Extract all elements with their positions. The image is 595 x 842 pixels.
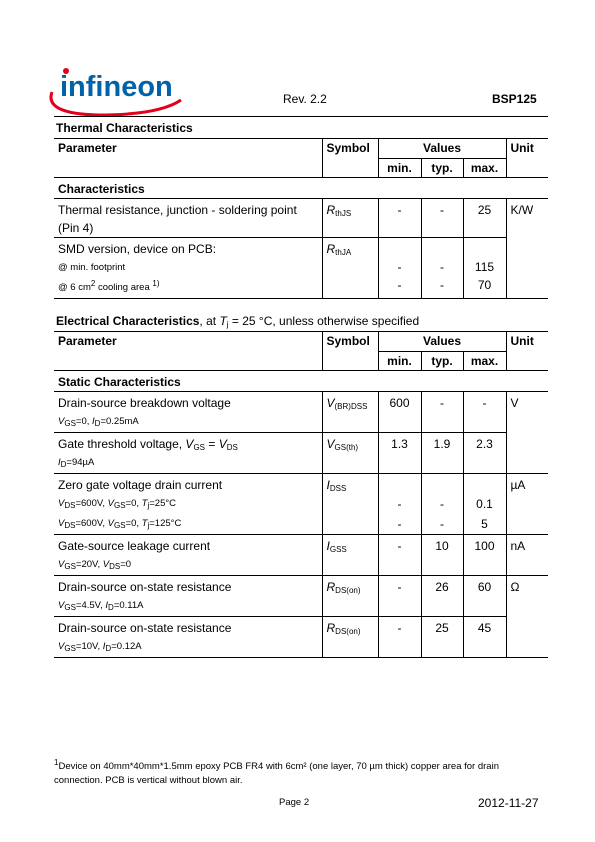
col-unit: Unit	[506, 332, 548, 352]
symbol-vgsth: $V_{GS(th)}$	[322, 433, 378, 474]
vbrdss-min: 600	[378, 392, 421, 433]
rthjs-min: -	[378, 199, 421, 238]
param-rthjs: Thermal resistance, junction - soldering point (Pin 4)	[58, 203, 297, 235]
col-symbol: Symbol	[322, 139, 378, 159]
unit-na: nA	[506, 535, 548, 576]
col-parameter: Parameter	[58, 334, 117, 348]
igss-max: 100	[463, 535, 506, 576]
igss-typ: 10	[421, 535, 463, 576]
vgsth-typ: 1.9	[421, 433, 463, 474]
rdson-10v-typ: 25	[421, 617, 463, 658]
symbol-rthjs: $R_{thJS}$	[322, 199, 378, 238]
idss-typ: - -	[421, 474, 463, 535]
revision-label: Rev. 2.2	[283, 92, 327, 106]
rdson-4v5-typ: 26	[421, 576, 463, 617]
col-unit: Unit	[506, 139, 548, 159]
col-symbol: Symbol	[322, 332, 378, 352]
logo-wordmark: infineon	[60, 71, 173, 103]
rthjs-max: 25	[463, 199, 506, 238]
rdson-10v-min: -	[378, 617, 421, 658]
rdson-4v5-max: 60	[463, 576, 506, 617]
param-rdson-4v5: Drain-source on-state resistance $V_{GS}=4.5V$, $I_D=0.11A$	[58, 580, 232, 612]
symbol-vbrdss: $V_{(BR)DSS}$	[322, 392, 378, 433]
thermal-title: Thermal Characteristics	[56, 121, 193, 135]
symbol-rdson: $R_{DS(on)}$	[322, 576, 378, 617]
thermal-table	[54, 138, 548, 299]
unit-ua: µA	[506, 474, 548, 535]
vgsth-min: 1.3	[378, 433, 421, 474]
vgsth-max: 2.3	[463, 433, 506, 474]
idss-max: 0.1 5	[463, 474, 506, 535]
vbrdss-typ: -	[421, 392, 463, 433]
col-max: max.	[463, 352, 506, 371]
param-igss: Gate-source leakage current $V_{GS}=20V$, $V_{DS}=0$	[58, 539, 211, 571]
col-values: Values	[378, 139, 506, 159]
infineon-logo	[44, 62, 184, 118]
symbol-rdson: $R_{DS(on)}$	[322, 617, 378, 658]
col-min: min.	[378, 159, 421, 178]
col-min: min.	[378, 352, 421, 371]
rdson-4v5-min: -	[378, 576, 421, 617]
footer-date: 2012-11-27	[478, 796, 539, 810]
col-max: max.	[463, 159, 506, 178]
rthja-max: 115 70	[463, 238, 506, 299]
rdson-10v-max: 45	[463, 617, 506, 658]
rthja-min: - -	[378, 238, 421, 299]
section-static: Static Characteristics	[58, 375, 181, 389]
param-gate-threshold: Gate threshold voltage, $V_{GS} = V_{DS}$ $I_D=94\mu A$	[58, 437, 238, 469]
symbol-igss: $I_{GSS}$	[322, 535, 378, 576]
symbol-rthja: $R_{thJA}$	[322, 238, 378, 299]
page-number: Page 2	[279, 797, 310, 808]
param-breakdown: Drain-source breakdown voltage $V_{GS}=0$, $I_D=0.25mA$	[58, 396, 231, 428]
param-rdson-10v: Drain-source on-state resistance $V_{GS}=10V$, $I_D=0.12A$	[58, 621, 232, 653]
section-characteristics: Characteristics	[58, 182, 145, 196]
rthja-typ: - -	[421, 238, 463, 299]
unit-v: V	[506, 392, 548, 474]
col-parameter: Parameter	[58, 141, 117, 155]
footnote: $^1$Device on 40mm*40mm*1.5mm epoxy PCB FR4 with 6cm² (one layer, 70 µm thick) copper area for drain connection. PCB is vertical without blown air.	[54, 758, 499, 786]
col-values: Values	[378, 332, 506, 352]
unit-ohm: Ω	[506, 576, 548, 658]
col-typ: typ.	[421, 159, 463, 178]
part-number: BSP125	[492, 92, 537, 106]
header-rule	[54, 116, 548, 117]
rthjs-typ: -	[421, 199, 463, 238]
symbol-idss: $I_{DSS}$	[322, 474, 378, 535]
param-idss: Zero gate voltage drain current $V_{DS}=600V$, $V_{GS}=0$, $T_j=25^\circ C$ $V_{DS}=600V$, $V_{GS}=0$, $T_j=125^\circ C$	[58, 478, 223, 530]
idss-min: - -	[378, 474, 421, 535]
electrical-title: Electrical Characteristics, at $T_j = 25$ °C, unless otherwise specified	[56, 314, 420, 329]
param-rthja: SMD version, device on PCB: @ min. footprint @ 6 $cm^2$ cooling area $^{1)}$	[58, 242, 217, 293]
igss-min: -	[378, 535, 421, 576]
electrical-table	[54, 331, 548, 658]
unit-kw: K/W	[506, 199, 548, 299]
vbrdss-max: -	[463, 392, 506, 433]
col-typ: typ.	[421, 352, 463, 371]
